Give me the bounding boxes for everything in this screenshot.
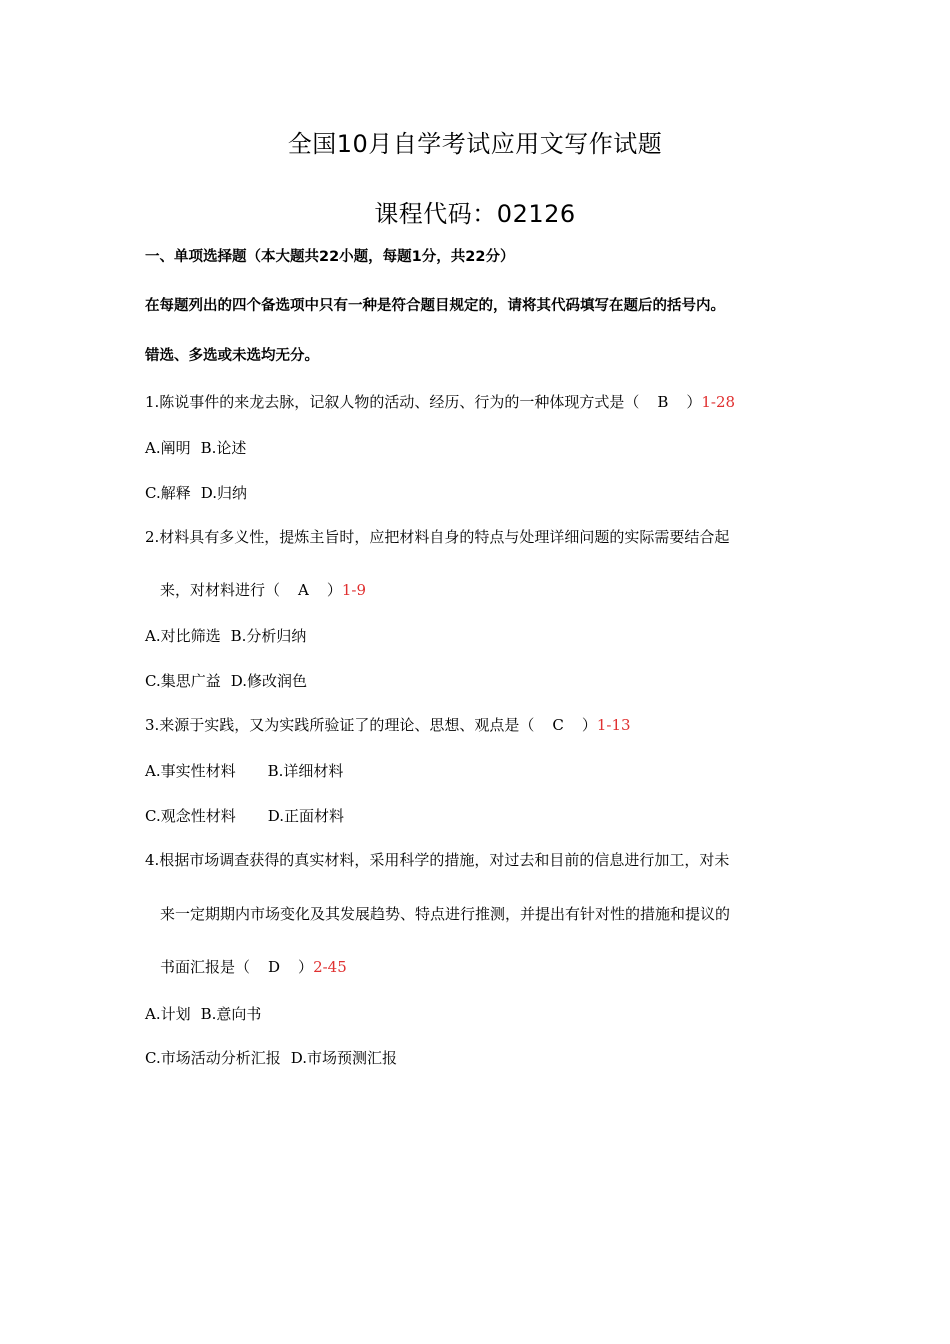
question-stem-continued	[160, 957, 347, 977]
option-c: C.集思广益	[145, 672, 221, 690]
option-row	[145, 626, 306, 646]
option-a: A.阐明	[145, 439, 191, 457]
question-text: 3.来源于实践，又为实践所验证了的理论、思想、观点是（	[145, 716, 535, 734]
option-row	[145, 1004, 261, 1024]
section-heading: 一、单项选择题（本大题共22小题，每题1分，共22分）	[145, 249, 515, 265]
option-b: B.意向书	[200, 1005, 262, 1023]
option-b: B.详细材料	[267, 762, 344, 780]
option-row	[145, 438, 246, 458]
option-d: D.市场预测汇报	[290, 1049, 397, 1067]
course-code: 课程代码：02126	[374, 200, 576, 228]
option-d: D.正面材料	[267, 807, 344, 825]
question-stem	[145, 392, 735, 412]
question-stem	[145, 527, 729, 547]
question-bracket: ）	[298, 958, 314, 976]
option-row	[145, 806, 344, 826]
option-a: A.事实性材料	[145, 762, 236, 780]
option-row	[145, 761, 343, 781]
chapter-reference: 2-45	[313, 958, 347, 976]
option-row	[145, 671, 307, 691]
question-text: 4.根据市场调查获得的真实材料，采用科学的措施，对过去和目前的信息进行加工，对未	[145, 851, 730, 869]
question-text: 1.陈说事件的来龙去脉，记叙人物的活动、经历、行为的一种体现方式是（	[145, 393, 640, 411]
chapter-reference: 1-28	[701, 393, 736, 411]
option-a: A.计划	[145, 1005, 191, 1023]
answer-letter: C	[552, 716, 564, 734]
question-text: 来一定期期内市场变化及其发展趋势、特点进行推测，并提出有针对性的措施和提议的	[160, 905, 731, 923]
question-text: 2.材料具有多义性，提炼主旨时，应把材料自身的特点与处理详细问题的实际需要结合起	[145, 528, 730, 546]
option-d: D.归纳	[200, 484, 247, 502]
question-stem-continued	[160, 904, 730, 924]
question-stem	[145, 850, 729, 870]
question-text: 来，对材料进行（	[160, 581, 281, 599]
question-bracket: ）	[581, 716, 597, 734]
option-c: C.市场活动分析汇报	[145, 1049, 281, 1067]
option-a: A.对比筛选	[145, 627, 221, 645]
instruction-text: 在每题列出的四个备选项中只有一种是符合题目规定的，请将其代码填写在题后的括号内。	[145, 298, 725, 314]
question-bracket: ）	[686, 393, 702, 411]
question-text: 书面汇报是（	[160, 958, 251, 976]
chapter-reference: 1-9	[341, 581, 367, 599]
instruction-text: 错选、多选或未选均无分。	[145, 348, 319, 364]
question-stem-continued	[160, 580, 366, 600]
question-stem	[145, 715, 631, 735]
option-d: D.修改润色	[230, 672, 307, 690]
option-b: B.论述	[200, 439, 247, 457]
answer-letter: D	[268, 958, 281, 976]
chapter-reference: 1-13	[596, 716, 631, 734]
option-c: C.观念性材料	[145, 807, 236, 825]
answer-letter: B	[657, 393, 669, 411]
option-c: C.解释	[145, 484, 191, 502]
answer-letter: A	[298, 581, 309, 599]
question-bracket: ）	[326, 581, 342, 599]
page-title: 全国10月自学考试应用文写作试题	[287, 130, 663, 158]
option-b: B.分析归纳	[230, 627, 307, 645]
option-row	[145, 1048, 397, 1068]
option-row	[145, 483, 247, 503]
